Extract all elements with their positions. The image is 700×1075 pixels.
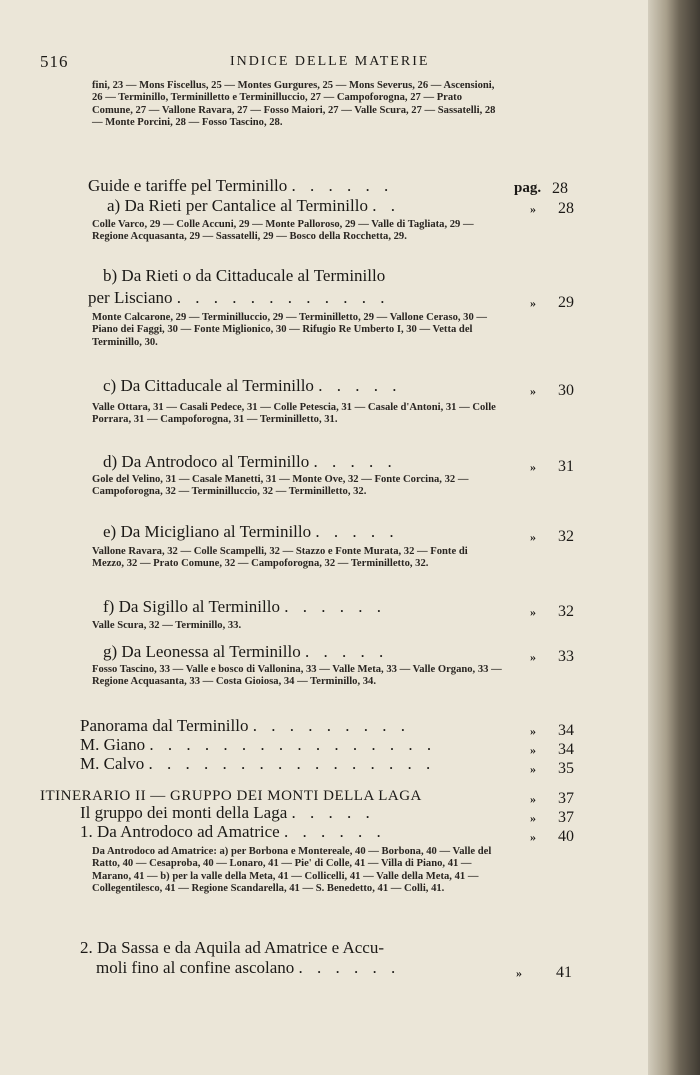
leader-dots: . . . . . . . . . [252, 716, 410, 735]
toc-entry-panorama [80, 716, 410, 736]
ref-page: 34 [558, 722, 574, 739]
ref-page: 34 [558, 741, 574, 758]
toc-entry-b-cont [88, 288, 390, 308]
ref-page: 37 [558, 809, 574, 826]
ref-mark: » [530, 811, 536, 825]
leader-dots: . . . . . . [298, 958, 401, 977]
toc-entry-c [103, 376, 401, 396]
toc-entry-guide-tariffe [88, 176, 393, 196]
detail-antrodoco-amatrice: Da Antrodoco ad Amatrice: a) per Borbona e Montereale, 40 — Borbona, 40 — Valle del Ratto, 40 — Cesaproba, 40 — Lonaro, 41 — Pie' di Colle, 41 — Villa di Piano, 41 — Marano, 41 — b) per la valle della Meta, 41 — Collicelli, 41 — Valle della Meta, 41 — Collegentilesco, 41 — Regione Scandarella, 41 — S. Benedetto, 41 — Colli, 41. [92, 846, 492, 895]
itinerary-heading: ITINERARIO II — GRUPPO DEI MONTI DELLA LAGA [40, 788, 422, 804]
ref-mark: » [530, 384, 536, 398]
detail-g: Fosso Tascino, 33 — Valle e bosco di Vallonina, 33 — Valle Meta, 33 — Valle Organo, 33 — Regione Acquasanta, 33 — Costa Gioiosa, 34 — Terminillo, 34. [92, 664, 502, 688]
entry-title: M. Calvo [80, 754, 145, 773]
toc-entry-giano [80, 735, 436, 755]
leader-dots: . . . . . [315, 522, 399, 541]
ref-mark: » [530, 650, 536, 664]
ref-page: 31 [558, 458, 574, 475]
ref-page: 28 [558, 200, 574, 217]
detail-c: Valle Ottara, 31 — Casali Pedece, 31 — Colle Petescia, 31 — Casale d'Antoni, 31 — Colle Porrara, 31 — Campoforogna, 31 — Terminilletto, 31. [92, 402, 496, 426]
toc-entry-f [103, 597, 386, 617]
ref-mark: pag. [514, 180, 542, 196]
intro-paragraph: fini, 23 — Mons Fiscellus, 25 — Montes Gurgures, 25 — Mons Severus, 26 — Ascensioni, 26 — Terminillo, Terminilletto e Terminilluccio, 27 — Campoforogna, 27 — Prato Comune, 27 — Vallone Ravara, 27 — Fosso Maiori, 27 — Valle Scura, 27 — Sassatelli, 28 — Monte Porcini, 28 — Fosso Tascino, 28. [92, 80, 496, 129]
ref-page: 28 [552, 180, 568, 197]
running-title: INDICE DELLE MATERIE [230, 54, 430, 69]
entry-title: Panorama dal Terminillo [80, 716, 249, 735]
entry-title-cont: per Lisciano [88, 288, 173, 307]
leader-dots: . . . . . [291, 803, 375, 822]
entry-title: Guide e tariffe pel Terminillo [88, 176, 288, 195]
leader-dots: . . . . . . [284, 597, 386, 616]
toc-entry-calvo [80, 754, 435, 774]
detail-b: Monte Calcarone, 29 — Terminilluccio, 29 — Terminilletto, 29 — Vallone Cerasо, 30 — Piano dei Faggi, 30 — Fonte Miglionico, 30 — Rifugio Re Umberto I, 30 — Vetta del Terminillo, 30. [92, 312, 487, 348]
ref-page: 40 [558, 828, 574, 845]
ref-mark: » [530, 460, 536, 474]
leader-dots: . . . . . . [283, 822, 386, 841]
ref-page: 35 [558, 760, 574, 777]
page-header [40, 52, 580, 74]
detail-d: Gole del Velino, 31 — Casale Manetti, 31 — Monte Ove, 32 — Fonte Corcina, 32 — Campoforogna, 32 — Terminilluccio, 32 — Terminilletto, 32. [92, 474, 469, 498]
ref-page: 37 [558, 790, 574, 807]
entry-title: g) Da Leonessa al Terminillo [103, 642, 301, 661]
toc-entry-e [103, 522, 399, 542]
leader-dots: . . . . . . [291, 176, 394, 195]
ref-page: 41 [556, 964, 572, 981]
entry-title: f) Da Sigillo al Terminillo [103, 597, 280, 616]
toc-entry-d [103, 452, 397, 472]
toc-entry-antrodoco-amatrice [80, 822, 386, 842]
leader-dots: . . . . . . . . . . . . . . . . [149, 735, 437, 754]
entry-title: b) Da Rieti o da Cittaducale al Terminillo [103, 266, 386, 285]
toc-entry-gruppo-laga [80, 803, 375, 823]
toc-entry-sassa-aquila [80, 938, 384, 958]
toc-entry-b [103, 266, 385, 286]
entry-title: c) Da Cittaducale al Terminillo [103, 376, 314, 395]
ref-mark: » [516, 966, 522, 980]
entry-title-cont: moli fino al confine ascolano [96, 958, 295, 977]
toc-entry-g [103, 642, 388, 662]
ref-mark: » [530, 605, 536, 619]
ref-page: 33 [558, 648, 574, 665]
leader-dots: . . . . . [318, 376, 402, 395]
detail-f: Valle Scura, 32 — Terminillo, 33. [92, 620, 242, 631]
entry-title: Il gruppo dei monti della Laga [80, 803, 288, 822]
page-number: 516 [40, 52, 69, 71]
leader-dots: . . . . . [313, 452, 397, 471]
ref-page: 29 [558, 294, 574, 311]
leader-dots: . . . . . . . . . . . . . . . . [148, 754, 436, 773]
leader-dots: . . [372, 196, 400, 215]
entry-title: 1. Da Antrodoco ad Amatrice [80, 822, 280, 841]
entry-title: M. Giano [80, 735, 146, 754]
toc-entry-a [107, 196, 400, 216]
detail-a: Colle Varco, 29 — Colle Accuni, 29 — Monte Palloroso, 29 — Valle di Tagliata, 29 — Regione Acquasanta, 29 — Sassatelli, 29 — Bosco della Rocchetta, 29. [92, 219, 474, 243]
ref-mark: » [530, 202, 536, 216]
ref-mark: » [530, 830, 536, 844]
leader-dots: . . . . . [304, 642, 389, 661]
book-binding-gutter [648, 0, 700, 1075]
ref-mark: » [530, 762, 536, 776]
toc-entry-sassa-aquila-cont [96, 958, 400, 978]
ref-mark: » [530, 530, 536, 544]
ref-mark: » [530, 296, 536, 310]
ref-page: 32 [558, 603, 574, 620]
ref-mark: » [530, 724, 536, 738]
leader-dots: . . . . . . . . . . . . [176, 288, 390, 307]
entry-title: a) Da Rieti per Cantalice al Terminillo [107, 196, 368, 215]
ref-mark: » [530, 743, 536, 757]
ref-page: 32 [558, 528, 574, 545]
entry-title: e) Da Micigliano al Terminillo [103, 522, 312, 541]
detail-e: Vallone Ravara, 32 — Colle Scampelli, 32 — Stazzo e Fonte Murata, 32 — Fonte di Mezzo, 32 — Prato Comune, 32 — Campoforogna, 32 — Terminilletto, 32. [92, 546, 468, 570]
ref-mark: » [530, 792, 536, 806]
ref-page: 30 [558, 382, 574, 399]
entry-title: d) Da Antrodoco al Terminillo [103, 452, 310, 471]
entry-title: 2. Da Sassa e da Aquila ad Amatrice e Accu- [80, 938, 385, 957]
